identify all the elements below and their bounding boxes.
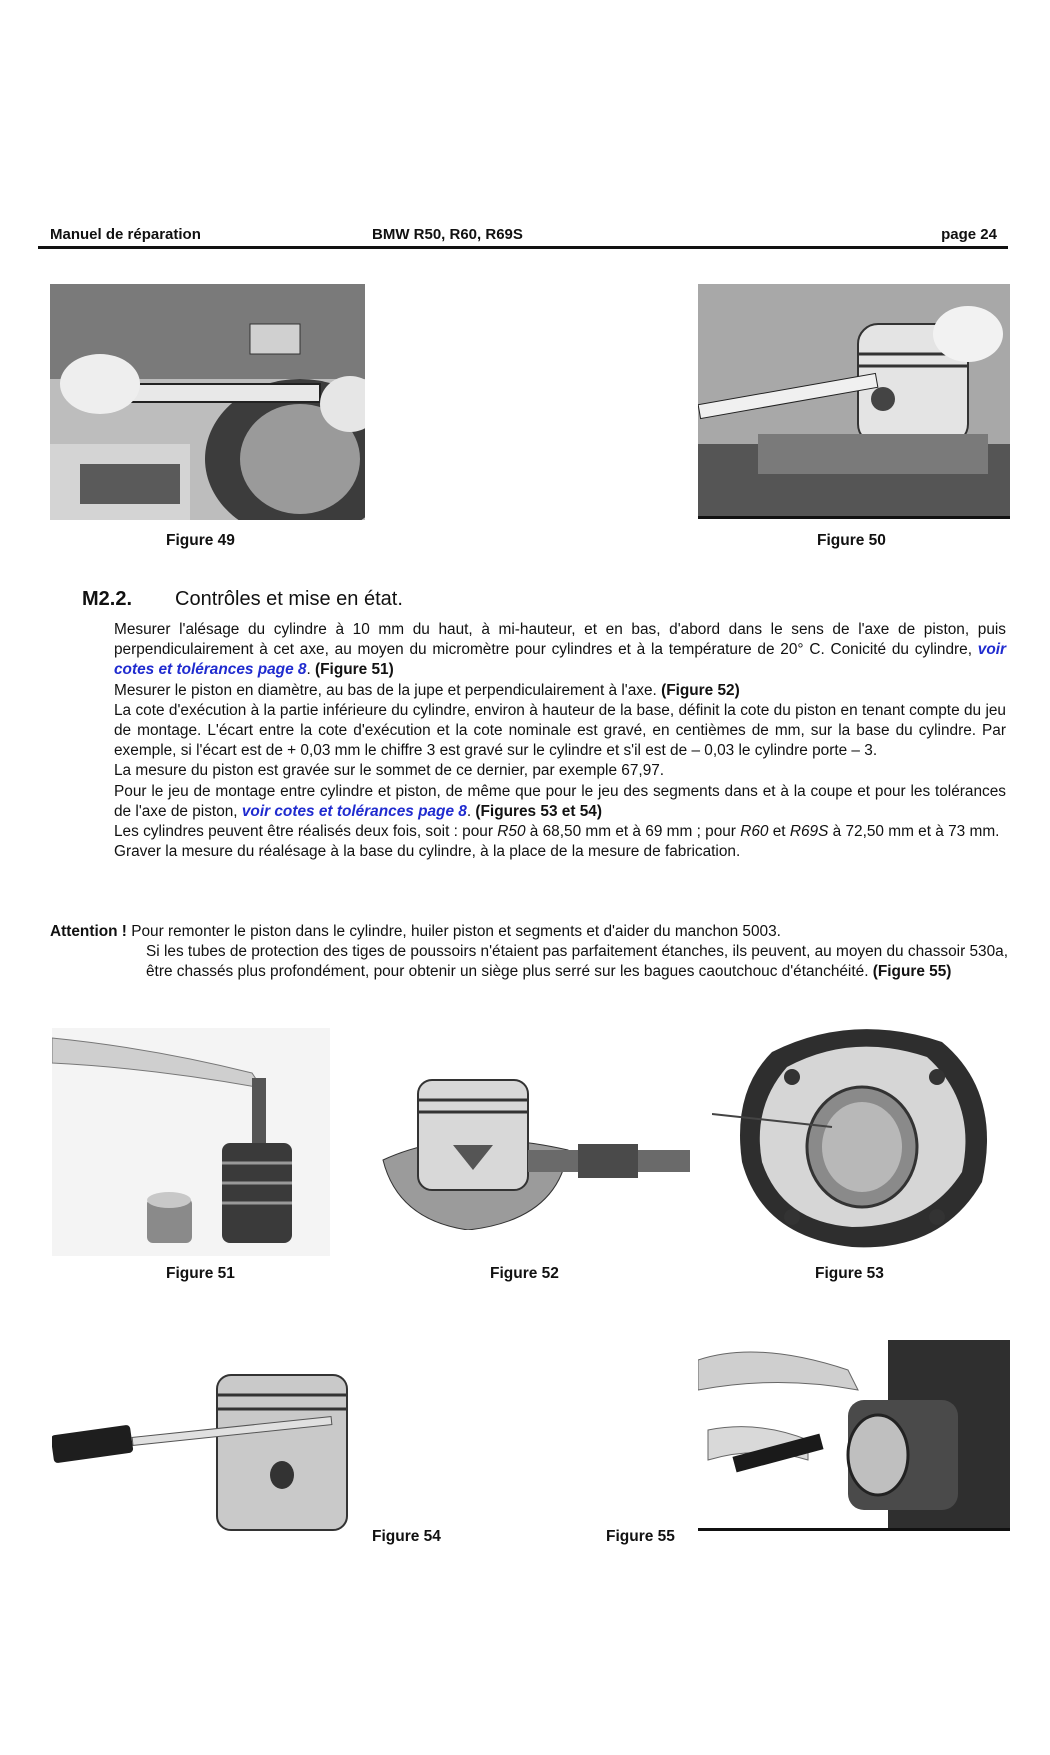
figure-50-underline xyxy=(698,516,1010,519)
figure-52-caption: Figure 52 xyxy=(490,1265,559,1282)
attention-more: Si les tubes de protection des tiges de poussoirs n'étaient pas parfaitement étanches, ils peuvent, au moyen du chassoir 530a, être chassés plus profondément, pour obtenir un siège plus serré sur les bagues caoutchouc d'étanchéité. (Figure 55) xyxy=(146,943,1008,981)
page-number: page 24 xyxy=(941,226,997,243)
figure-ref: (Figure 52) xyxy=(661,681,740,699)
figure-ref: (Figures 53 et 54) xyxy=(475,802,602,820)
figure-54-caption: Figure 54 xyxy=(372,1528,441,1545)
figure-ref: (Figure 55) xyxy=(872,963,952,981)
header-rule xyxy=(38,246,1008,249)
model-title: BMW R50, R60, R69S xyxy=(372,226,523,243)
section-heading xyxy=(82,588,403,611)
section-title: Contrôles et mise en état. xyxy=(175,588,403,610)
model-name: R50 xyxy=(497,823,526,841)
paragraph: La cote d'exécution à la partie inférieure du cylindre, environ à hauteur de la base, définit la cote du piston en tenant compte du jeu de montage. L'écart entre la cote d'exécution et la cote nominale est gravé, en centièmes de mm, sur la base du cylindre. Par exemple, si l'écart est de + 0,03 mm le chiffre 3 est gravé sur le cylindre et s'il est de – 0,03 le cylindre porte – 3. xyxy=(114,701,1006,760)
model-name: R60 xyxy=(740,823,769,841)
tolerances-link[interactable]: voir cotes et tolérances page 8 xyxy=(241,802,467,820)
tolerances-link[interactable]: voir cotes et tolérances page 8 xyxy=(114,641,1006,679)
figure-55-underline xyxy=(698,1528,1010,1531)
figure-49-photo xyxy=(50,284,365,520)
figure-53-caption: Figure 53 xyxy=(815,1265,884,1282)
figure-51-photo xyxy=(52,1028,330,1256)
model-name: R69S xyxy=(789,823,829,841)
page-header xyxy=(40,226,1005,248)
figure-55-caption: Figure 55 xyxy=(606,1528,675,1545)
section-number: M2.2. xyxy=(82,588,133,610)
body-text xyxy=(114,620,1006,862)
paragraph: Graver la mesure du réalésage à la base du cylindre, à la place de la mesure de fabrication. xyxy=(114,843,741,861)
figure-50-caption: Figure 50 xyxy=(817,532,886,549)
manual-title: Manuel de réparation xyxy=(50,226,201,243)
paragraph: Les cylindres peuvent être réalisés deux fois, soit : pour R50 à 68,50 mm et à 69 mm ; pour R60 et R69S à 72,50 mm et à 73 mm. xyxy=(114,823,1000,841)
figure-51-caption: Figure 51 xyxy=(166,1265,235,1282)
figure-50-photo xyxy=(698,284,1010,516)
paragraph: Pour le jeu de montage entre cylindre et piston, de même que pour le jeu des segments dans et à la coupe et pour les tolérances de l'axe de piston, voir cotes et tolérances page 8. (Figures 53 et 54) xyxy=(114,782,1006,820)
figure-53-photo xyxy=(712,1022,1010,1254)
figure-55-photo xyxy=(698,1320,1010,1528)
paragraph: Mesurer le piston en diamètre, au bas de la jupe et perpendiculairement à l'axe. (Figure 52) xyxy=(114,681,740,699)
paragraph: La mesure du piston est gravée sur le sommet de ce dernier, par exemple 67,97. xyxy=(114,762,665,780)
figure-52-photo xyxy=(378,1070,690,1230)
attention-label: Attention ! xyxy=(50,923,127,940)
figure-49-caption: Figure 49 xyxy=(166,532,235,549)
figure-ref: (Figure 51) xyxy=(315,661,394,679)
paragraph: Mesurer l'alésage du cylindre à 10 mm du haut, à mi-hauteur, et en bas, d'abord dans le sens de l'axe de piston, puis perpendiculairement à cet axe, au moyen du micromètre pour cylindres et à la température de 20° C. Conicité du cylindre, voir cotes et tolérances page 8. (Figure 51) xyxy=(114,621,1006,679)
attention-line: Attention ! Pour remonter le piston dans le cylindre, huiler piston et segments et d'aider du manchon 5003. xyxy=(50,923,781,940)
attention-note xyxy=(50,922,1008,983)
figure-54-photo xyxy=(52,1365,362,1533)
